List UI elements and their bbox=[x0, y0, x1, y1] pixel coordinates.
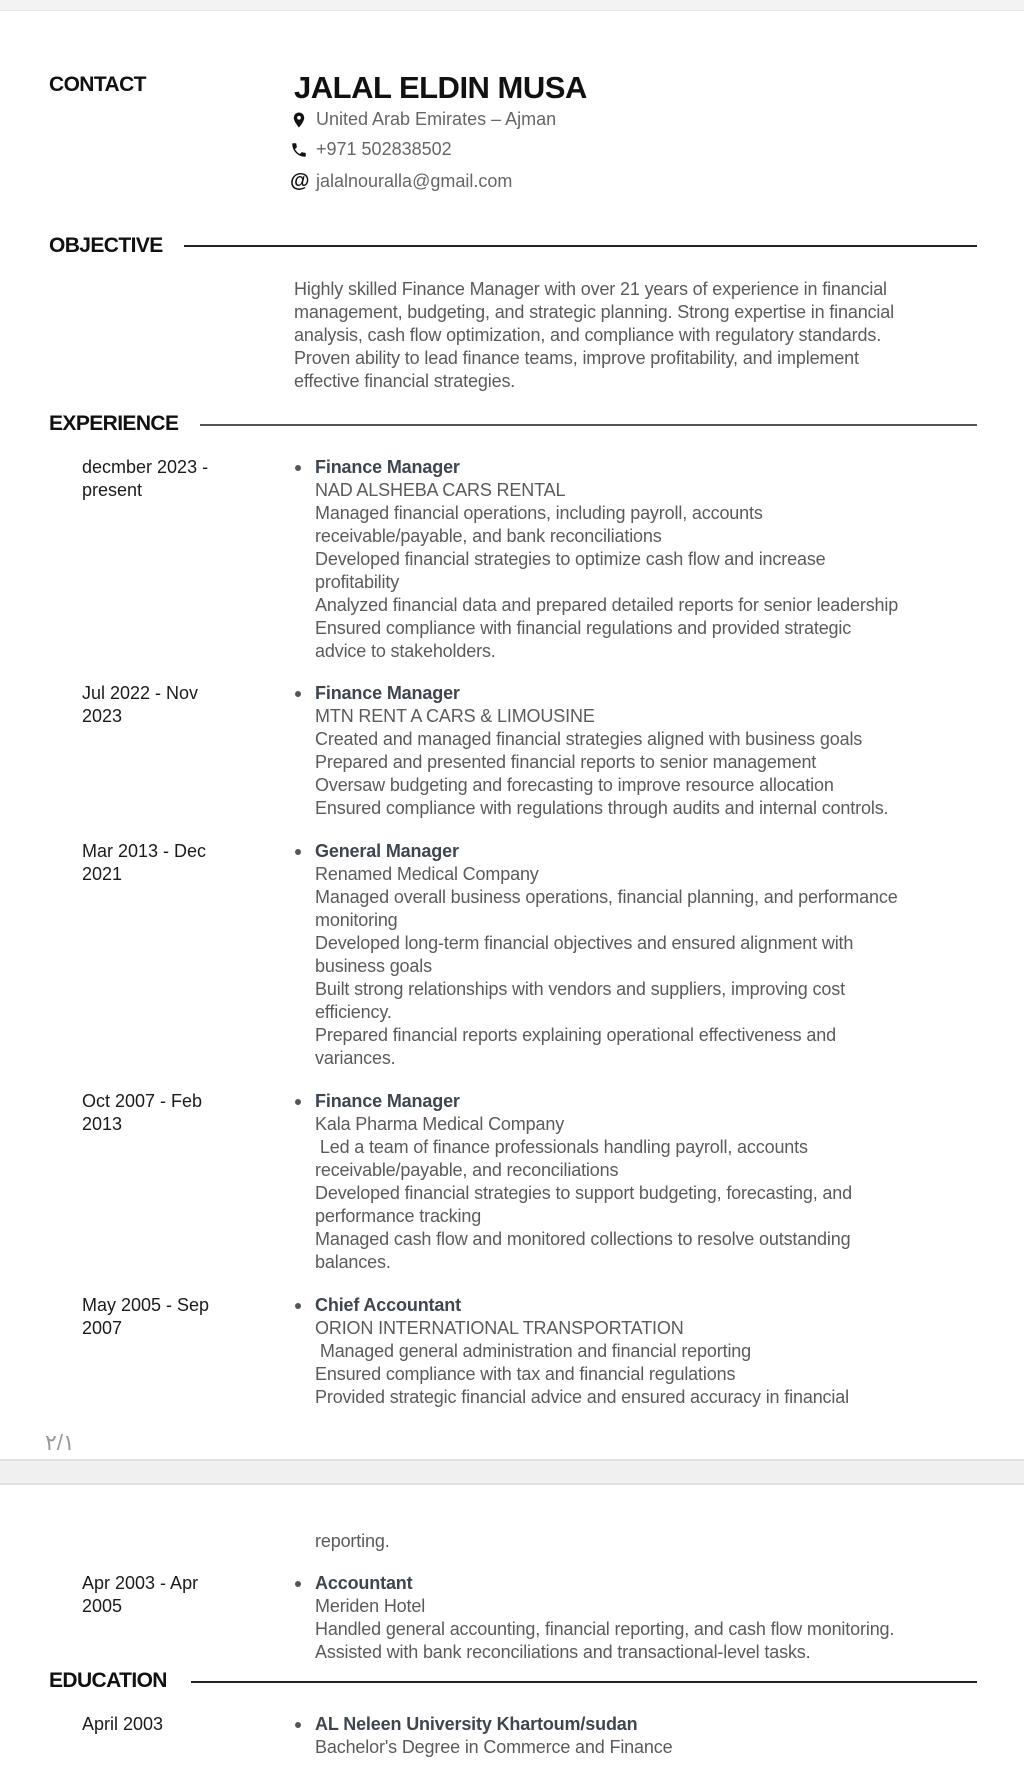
job-description-line: Created and managed financial strategies aligned with business goals bbox=[315, 729, 863, 749]
company-name: Kala Pharma Medical Company bbox=[315, 1114, 565, 1134]
job-entry bbox=[315, 840, 898, 1070]
job-title: Chief Accountant bbox=[315, 1295, 461, 1315]
continuation-text: reporting. bbox=[315, 1531, 390, 1551]
contact-email bbox=[290, 170, 512, 193]
job-date-line: present bbox=[82, 480, 143, 500]
bullet-icon bbox=[295, 849, 301, 855]
job-description-line: Ensured compliance with tax and financial regulations bbox=[315, 1364, 736, 1384]
email-text: jalalnouralla@gmail.com bbox=[316, 171, 513, 191]
bullet-icon bbox=[295, 1303, 301, 1309]
job-date-line: Jul 2022 - Nov bbox=[82, 683, 199, 703]
objective-divider bbox=[184, 245, 977, 247]
job-description-line: Prepared and presented financial reports to senior management bbox=[315, 752, 817, 772]
job-description-line: business goals bbox=[315, 956, 432, 976]
job-date-line: 2013 bbox=[82, 1114, 123, 1134]
company-name: MTN RENT A CARS & LIMOUSINE bbox=[315, 706, 595, 726]
job-date-line: 2023 bbox=[82, 706, 123, 726]
job-title: General Manager bbox=[315, 841, 459, 861]
company-name: NAD ALSHEBA CARS RENTAL bbox=[315, 480, 566, 500]
bullet-icon bbox=[295, 1722, 301, 1728]
phone-text: +971 502838502 bbox=[316, 139, 452, 159]
job-description-line: Built strong relationships with vendors and suppliers, improving cost bbox=[315, 979, 845, 999]
location-text: United Arab Emirates – Ajman bbox=[316, 109, 557, 129]
job-description-line: monitoring bbox=[315, 910, 398, 930]
job-entry bbox=[315, 1294, 849, 1409]
objective-line: effective financial strategies. bbox=[294, 371, 516, 391]
education-entry bbox=[315, 1713, 672, 1759]
job-description-line: balances. bbox=[315, 1252, 391, 1272]
job-date bbox=[82, 1572, 232, 1618]
objective-line: management, budgeting, and strategic planning. Strong expertise in financial bbox=[294, 302, 894, 322]
job-date bbox=[82, 840, 232, 886]
job-description-line: Developed financial strategies to optimize cash flow and increase bbox=[315, 549, 826, 569]
experience-heading: EXPERIENCE bbox=[49, 412, 179, 435]
job-title: Finance Manager bbox=[315, 683, 460, 703]
job-entry bbox=[315, 1572, 894, 1664]
job-date-line: Apr 2003 - Apr bbox=[82, 1573, 199, 1593]
job-title: Finance Manager bbox=[315, 457, 460, 477]
job-date-line: Mar 2013 - Dec bbox=[82, 841, 207, 861]
job-date-line: Oct 2007 - Feb bbox=[82, 1091, 203, 1111]
job-description-line: advice to stakeholders. bbox=[315, 641, 496, 661]
job-date bbox=[82, 1294, 232, 1340]
contact-location bbox=[290, 109, 556, 130]
job-description-line: Managed overall business operations, financial planning, and performance bbox=[315, 887, 898, 907]
job-description-line: Handled general accounting, financial reporting, and cash flow monitoring. bbox=[315, 1619, 895, 1639]
experience-divider bbox=[200, 424, 977, 426]
objective-line: Proven ability to lead finance teams, improve profitability, and implement bbox=[294, 348, 859, 368]
company-name: Meriden Hotel bbox=[315, 1596, 426, 1616]
bullet-icon bbox=[295, 1099, 301, 1105]
job-date-line: May 2005 - Sep bbox=[82, 1295, 210, 1315]
job-description-line: efficiency. bbox=[315, 1002, 392, 1022]
job-description-line: Prepared financial reports explaining operational effectiveness and bbox=[315, 1025, 836, 1045]
job-date bbox=[82, 456, 232, 502]
job-description-line: variances. bbox=[315, 1048, 396, 1068]
education-heading: EDUCATION bbox=[49, 1669, 167, 1692]
map-pin-icon bbox=[290, 111, 308, 129]
job-description-line: Led a team of finance professionals handling payroll, accounts bbox=[315, 1137, 808, 1157]
candidate-name: JALAL ELDIN MUSA bbox=[294, 70, 587, 105]
job-date-line: 2007 bbox=[82, 1318, 123, 1338]
job-entry bbox=[315, 456, 898, 663]
job-description-line: Managed cash flow and monitored collections to resolve outstanding bbox=[315, 1229, 851, 1249]
at-sign-icon: @ bbox=[290, 170, 310, 192]
job-description-line: receivable/payable, and reconciliations bbox=[315, 1160, 619, 1180]
education-date: April 2003 bbox=[82, 1714, 164, 1734]
phone-icon bbox=[290, 141, 308, 159]
job-description-line: Ensured compliance with regulations through audits and internal controls. bbox=[315, 798, 889, 818]
job-date bbox=[82, 1090, 232, 1136]
page-separator bbox=[0, 1459, 1024, 1485]
objective-heading: OBJECTIVE bbox=[49, 234, 163, 257]
school-name: AL Neleen University Khartoum/sudan bbox=[315, 1714, 638, 1734]
education-divider bbox=[191, 1681, 977, 1683]
job-title: Accountant bbox=[315, 1573, 413, 1593]
job-description-line: Provided strategic financial advice and ensured accuracy in financial bbox=[315, 1387, 849, 1407]
job-description-line: Managed general administration and financial reporting bbox=[315, 1341, 752, 1361]
job-description-line: receivable/payable, and bank reconciliations bbox=[315, 526, 662, 546]
objective-line: analysis, cash flow optimization, and compliance with regulatory standards. bbox=[294, 325, 882, 345]
job-description-line: Developed long-term financial objectives and ensured alignment with bbox=[315, 933, 854, 953]
page-number: ٢/١ bbox=[45, 1430, 75, 1455]
job-description-line: performance tracking bbox=[315, 1206, 482, 1226]
objective-line: Highly skilled Finance Manager with over 21 years of experience in financial bbox=[294, 279, 887, 299]
job-description-line: Ensured compliance with financial regulations and provided strategic bbox=[315, 618, 852, 638]
job-date bbox=[82, 682, 232, 728]
bullet-icon bbox=[295, 1581, 301, 1587]
job-description-line: profitability bbox=[315, 572, 400, 592]
degree: Bachelor's Degree in Commerce and Finance bbox=[315, 1737, 673, 1757]
objective-text bbox=[294, 278, 894, 393]
job-description-line: Analyzed financial data and prepared detailed reports for senior leadership bbox=[315, 595, 899, 615]
job-description-line: Oversaw budgeting and forecasting to improve resource allocation bbox=[315, 775, 834, 795]
job-entry bbox=[315, 682, 888, 820]
job-date-line: 2005 bbox=[82, 1596, 123, 1616]
job-description-line: Assisted with bank reconciliations and transactional-level tasks. bbox=[315, 1642, 811, 1662]
job-date-line: decmber 2023 - bbox=[82, 457, 209, 477]
job-description-line: Managed financial operations, including payroll, accounts bbox=[315, 503, 763, 523]
job-title: Finance Manager bbox=[315, 1091, 460, 1111]
company-name: Renamed Medical Company bbox=[315, 864, 539, 884]
job-date-line: 2021 bbox=[82, 864, 123, 884]
job-description-line: Developed financial strategies to support budgeting, forecasting, and bbox=[315, 1183, 853, 1203]
job-entry bbox=[315, 1090, 852, 1274]
company-name: ORION INTERNATIONAL TRANSPORTATION bbox=[315, 1318, 684, 1338]
top-bar bbox=[0, 0, 1024, 11]
bullet-icon bbox=[295, 691, 301, 697]
contact-phone bbox=[290, 139, 452, 160]
bullet-icon bbox=[295, 465, 301, 471]
contact-heading: CONTACT bbox=[49, 73, 146, 96]
